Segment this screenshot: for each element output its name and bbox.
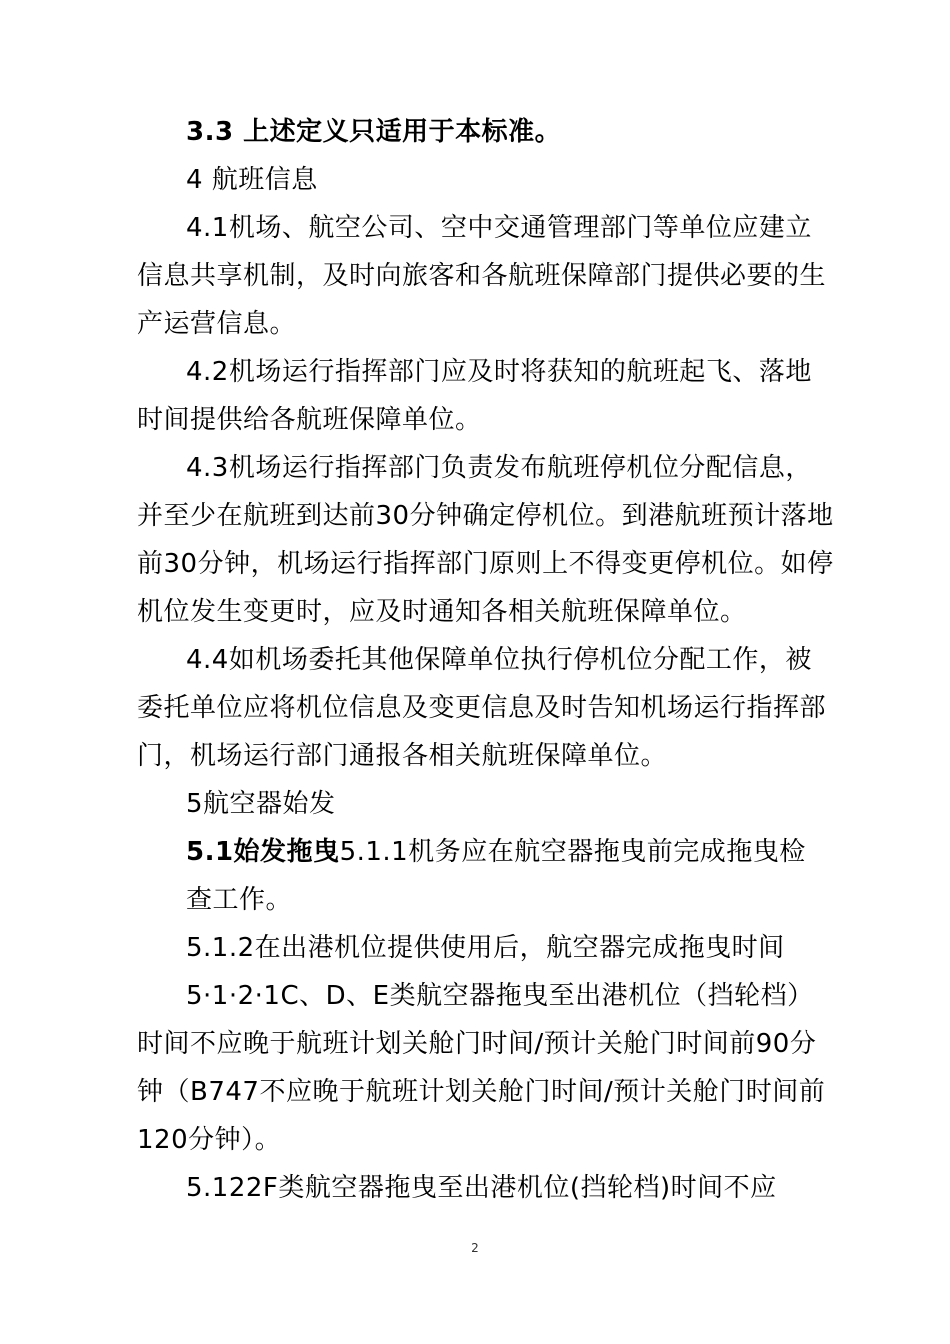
paragraph-4-3-line-1: 4.3机场运行指挥部门负责发布航班停机位分配信息， [186, 453, 812, 483]
paragraph-4-4-line-1: 4.4如机场委托其他保障单位执行停机位分配工作，被 [186, 645, 812, 675]
paragraph-4-1-line-1: 4.1机场、航空公司、空中交通管理部门等单位应建立 [186, 213, 812, 243]
page-number: 2 [471, 1241, 479, 1255]
paragraph-4-4-line-2: 委托单位应将机位信息及变更信息及时告知机场运行指挥部 [137, 693, 827, 723]
paragraph-4-3-line-2: 并至少在航班到达前30分钟确定停机位。到港航班预计落地 [137, 501, 834, 531]
paragraph-4-2-line-1: 4.2机场运行指挥部门应及时将获知的航班起飞、落地 [186, 357, 812, 387]
paragraph-4-3-line-3: 前30分钟，机场运行指挥部门原则上不得变更停机位。如停 [137, 549, 834, 579]
paragraph-4-1-line-3: 产运营信息。 [137, 309, 297, 339]
paragraph-5-1-2-1-line-4: 120分钟）。 [137, 1125, 282, 1155]
heading-5: 5航空器始发 [186, 789, 336, 819]
heading-4: 4 航班信息 [186, 165, 318, 195]
paragraph-5-1-2-1-line-2: 时间不应晚于航班计划关舱门时间/预计关舱门时间前90分 [137, 1029, 817, 1059]
paragraph-5-1-2: 5.1.2在出港机位提供使用后，航空器完成拖曳时间 [186, 933, 785, 963]
paragraph-4-4-line-3: 门，机场运行部门通报各相关航班保障单位。 [137, 741, 668, 771]
paragraph-4-2-line-2: 时间提供给各航班保障单位。 [137, 405, 482, 435]
paragraph-5-1-line-2: 查工作。 [186, 885, 293, 915]
paragraph-5-1-2-1-line-1: 5·1·2·1C、D、E类航空器拖曳至出港机位（挡轮档） [186, 981, 814, 1011]
paragraph-4-1-line-2: 信息共享机制，及时向旅客和各航班保障部门提供必要的生 [137, 261, 827, 291]
paragraph-4-3-line-4: 机位发生变更时，应及时通知各相关航班保障单位。 [137, 597, 747, 627]
paragraph-5-1-1-text: 5.1.1机务应在航空器拖曳前完成拖曳检 [339, 837, 806, 867]
heading-3-3: 3.3 上述定义只适用于本标准。 [186, 117, 562, 147]
heading-5-1: 5.1始发拖曳 [186, 837, 340, 867]
paragraph-5-1-2-1-line-3: 钟（B747不应晚于航班计划关舱门时间/预计关舱门时间前 [137, 1077, 826, 1107]
paragraph-5-1-2-2-line-1: 5.122F类航空器拖曳至出港机位(挡轮档)时间不应 [186, 1173, 777, 1203]
paragraph-5-1-line-1 [186, 837, 806, 867]
